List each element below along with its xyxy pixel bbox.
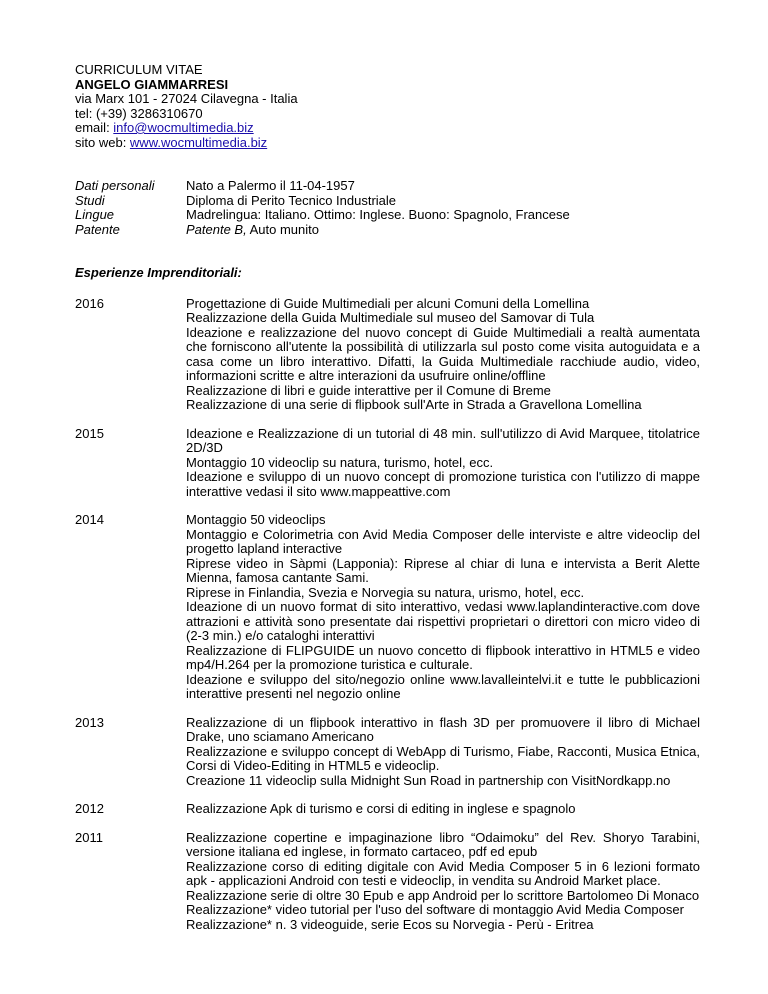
entry-line: Ideazione e sviluppo del sito/negozio online www.lavalleintelvi.it e tutte le pubblicazioni interattive presenti nel negozio online xyxy=(186,671,700,701)
entry-line: Riprese in Finlandia, Svezia e Norvegia su natura, urismo, hotel, ecc. xyxy=(186,584,585,600)
personal-label: Studi xyxy=(75,192,105,208)
experience-entry xyxy=(75,513,700,702)
entry-line: Realizzazione di un flipbook interattivo in flash 3D per promuovere il libro di Michael Drake, uno sciamano Americano xyxy=(186,714,700,744)
entry-year: 2014 xyxy=(75,512,104,527)
entry-line: Montaggio 50 videoclips xyxy=(186,512,326,527)
entry-description xyxy=(186,427,700,500)
website-label: sito web: xyxy=(75,134,130,150)
entry-line: Ideazione e realizzazione del nuovo concept di Guide Multimediali a realtà aumentata che forniscono all'utente la possibilità di utilizzarla sul posto come visita autoguidata e a casa come un libro interattivo. Difatti, la Guida Multimediale racchiude audio, video, informazioni scritte e altre interazioni da usufruire online/offline xyxy=(186,324,700,383)
entry-year: 2013 xyxy=(75,714,104,730)
personal-label: Patente xyxy=(75,221,120,237)
license-type: Patente B, xyxy=(186,221,247,237)
entry-line: Progettazione di Guide Multimediali per alcuni Comuni della Lomellina xyxy=(186,295,590,311)
entry-description xyxy=(186,513,700,702)
entry-line: Ideazione di un nuovo format di sito interattivo, vedasi www.laplandinteractive.com dove attrazioni e attività sono presentate dai rispettivi proprietari o direttori con micro video di (2-3 min.) e/o cataloghi interattivi xyxy=(186,599,700,643)
personal-row xyxy=(75,179,700,194)
personal-row xyxy=(75,223,700,238)
personal-info xyxy=(75,179,700,237)
entry-line: Realizzazione di libri e guide interattive per il Comune di Breme xyxy=(186,382,551,398)
entry-line: Riprese video in Sàpmi (Lapponia): Riprese al chiar di luna e intervista a Berit Alette Mienna, famosa cantante Sami. xyxy=(186,555,700,585)
entry-line: Realizzazione copertine e impaginazione libro “Odaimoku” del Rev. Shoryo Tarabini, versione italiana ed inglese, in formato cartaceo, pdf ed epub xyxy=(186,829,700,859)
experience-entry xyxy=(75,802,700,817)
email-line xyxy=(75,121,700,136)
entry-line: Realizzazione* n. 3 videoguide, serie Ecos su Norvegia - Perù - Eritrea xyxy=(186,916,594,932)
entry-line: Realizzazione* video tutorial per l'uso del software di montaggio Avid Media Composer xyxy=(186,902,684,917)
entry-year: 2015 xyxy=(75,425,104,441)
entry-line: Realizzazione di una serie di flipbook sull'Arte in Strada a Gravellona Lomellina xyxy=(186,397,642,412)
entry-line: Realizzazione corso di editing digitale con Avid Media Composer 5 in 6 lezioni formato apk - applicazioni Android con testi e videoclip, in vendita su Android Market place. xyxy=(186,858,700,888)
personal-value: Nato a Palermo il 11-04-1957 xyxy=(186,178,355,193)
experience-entry xyxy=(75,427,700,500)
personal-label: Dati personali xyxy=(75,178,155,193)
website-link[interactable]: www.wocmultimedia.biz xyxy=(129,134,268,150)
telephone: tel: (+39) 3286310670 xyxy=(75,105,203,121)
entry-line: Montaggio 10 videoclip su natura, turismo, hotel, ecc. xyxy=(186,454,494,470)
entry-description xyxy=(186,802,700,817)
cv-page xyxy=(75,63,700,932)
cv-header xyxy=(75,63,700,150)
entry-line: Realizzazione serie di oltre 30 Epub e app Android per lo scrittore Bartolomeo Di Monaco xyxy=(186,887,700,903)
personal-row xyxy=(75,208,700,223)
section-title: Esperienze Imprenditoriali: xyxy=(75,265,242,280)
entry-line: Ideazione e sviluppo di un nuovo concept di promozione turistica con l'utilizzo di mappe interattive vedasi il sito www.mappeattive.com xyxy=(186,469,700,499)
entry-line: Realizzazione di FLIPGUIDE un nuovo concetto di flipbook interattivo in HTML5 e video mp4/H.264 per la promozione turistica e culturale. xyxy=(186,642,700,672)
entry-description xyxy=(186,297,700,413)
personal-row xyxy=(75,194,700,209)
website-line xyxy=(75,136,700,151)
entry-description xyxy=(186,716,700,789)
experience-entry xyxy=(75,297,700,413)
address: via Marx 101 - 27024 Cilavegna - Italia xyxy=(75,91,298,106)
entry-year: 2016 xyxy=(75,295,104,311)
personal-value: Madrelingua: Italiano. Ottimo: Inglese. Buono: Spagnolo, Francese xyxy=(186,207,570,222)
person-name: ANGELO GIAMMARRESI xyxy=(75,76,229,92)
experience-list xyxy=(75,297,700,933)
entry-line: Montaggio e Colorimetria con Avid Media Composer delle interviste e altre videoclip del progetto lapland interactive xyxy=(186,526,700,556)
entry-year: 2011 xyxy=(75,829,103,845)
experience-entry xyxy=(75,831,700,933)
entry-line: Realizzazione della Guida Multimediale sul museo del Samovar di Tula xyxy=(186,310,595,325)
entry-description xyxy=(186,831,700,933)
entry-line: Realizzazione Apk di turismo e corsi di editing in inglese e spagnolo xyxy=(186,801,576,816)
document-title: CURRICULUM VITAE xyxy=(75,62,203,77)
entry-year: 2012 xyxy=(75,801,104,816)
personal-value: Diploma di Perito Tecnico Industriale xyxy=(186,192,397,208)
entry-line: Ideazione e Realizzazione di un tutorial di 48 min. sull'utilizzo di Avid Marquee, titolatrice 2D/3D xyxy=(186,425,700,455)
personal-label: Lingue xyxy=(75,207,115,222)
experience-entry xyxy=(75,716,700,789)
personal-value xyxy=(186,223,700,238)
entry-line: Realizzazione e sviluppo concept di WebApp di Turismo, Fiabe, Racconti, Musica Etnica, Corsi di Video-Editing in HTML5 e videoclip. xyxy=(186,743,700,773)
email-label: email: xyxy=(75,120,114,135)
license-note: Auto munito xyxy=(246,221,319,237)
email-link[interactable]: info@wocmultimedia.biz xyxy=(113,120,254,135)
entry-line: Creazione 11 videoclip sulla Midnight Sun Road in partnership con VisitNordkapp.no xyxy=(186,772,671,788)
